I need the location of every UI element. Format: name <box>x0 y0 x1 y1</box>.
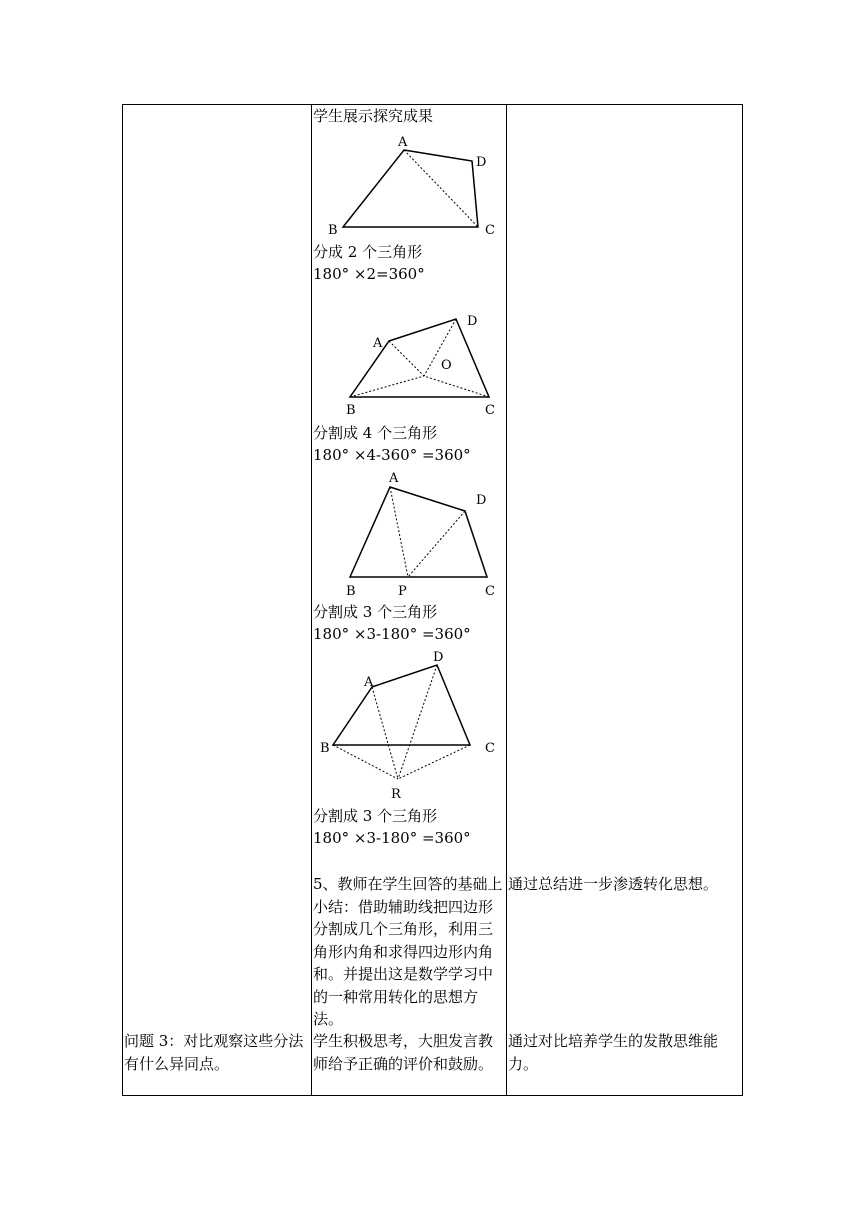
fig2-caption: 分割成 4 个三角形 <box>313 424 438 442</box>
fig2-label-c: C <box>485 403 495 418</box>
fig2-label-a: A <box>373 336 383 351</box>
fig4-label-b: B <box>320 741 330 756</box>
fig2-label-b: B <box>346 403 356 418</box>
fig3-label-d: D <box>476 493 487 508</box>
fig2-label-o: O <box>441 358 452 373</box>
fig2-formula: 180° ×4-360° =360° <box>313 446 471 464</box>
fig3-label-a: A <box>389 471 399 486</box>
fig3-label-c: C <box>485 584 495 599</box>
fig4-label-d: D <box>433 650 444 665</box>
fig4-formula: 180° ×3-180° =360° <box>313 829 471 847</box>
fig4-label-c: C <box>485 741 495 756</box>
fig3-caption: 分割成 3 个三角形 <box>313 603 438 621</box>
fig2-label-d: D <box>467 314 478 329</box>
fig4-label-a: A <box>364 675 374 690</box>
question-3: 问题 3：对比观察这些分法有什么异同点。 <box>124 1032 304 1073</box>
fig3-label-b: B <box>346 584 356 599</box>
fig3-label-p: P <box>398 584 407 599</box>
fig1-formula: 180° ×2=360° <box>313 265 425 283</box>
design-intent-1: 通过总结进一步渗透转化思想。 <box>508 875 719 893</box>
student-response: 学生积极思考，大胆发言教师给予正确的评价和鼓励。 <box>313 1032 494 1073</box>
design-intent-2: 通过对比培养学生的发散思维能力。 <box>508 1032 719 1073</box>
teacher-summary-step5: 5、教师在学生回答的基础上小结：借助辅助线把四边形分割成几个三角形，利用三角形内角和求得四边形内角和。并提出这是数学学习中的一种常用转化的思想方法。 <box>313 875 503 1028</box>
fig1-label-a: A <box>398 135 408 150</box>
fig4-caption: 分割成 3 个三角形 <box>313 807 438 825</box>
fig4-label-r: R <box>391 787 401 802</box>
middle-heading: 学生展示探究成果 <box>313 107 434 125</box>
fig1-label-d: D <box>476 155 487 170</box>
fig1-label-c: C <box>485 223 495 238</box>
fig1-label-b: B <box>328 223 338 238</box>
fig3-formula: 180° ×3-180° =360° <box>313 625 471 643</box>
fig1-caption: 分成 2 个三角形 <box>313 243 423 261</box>
